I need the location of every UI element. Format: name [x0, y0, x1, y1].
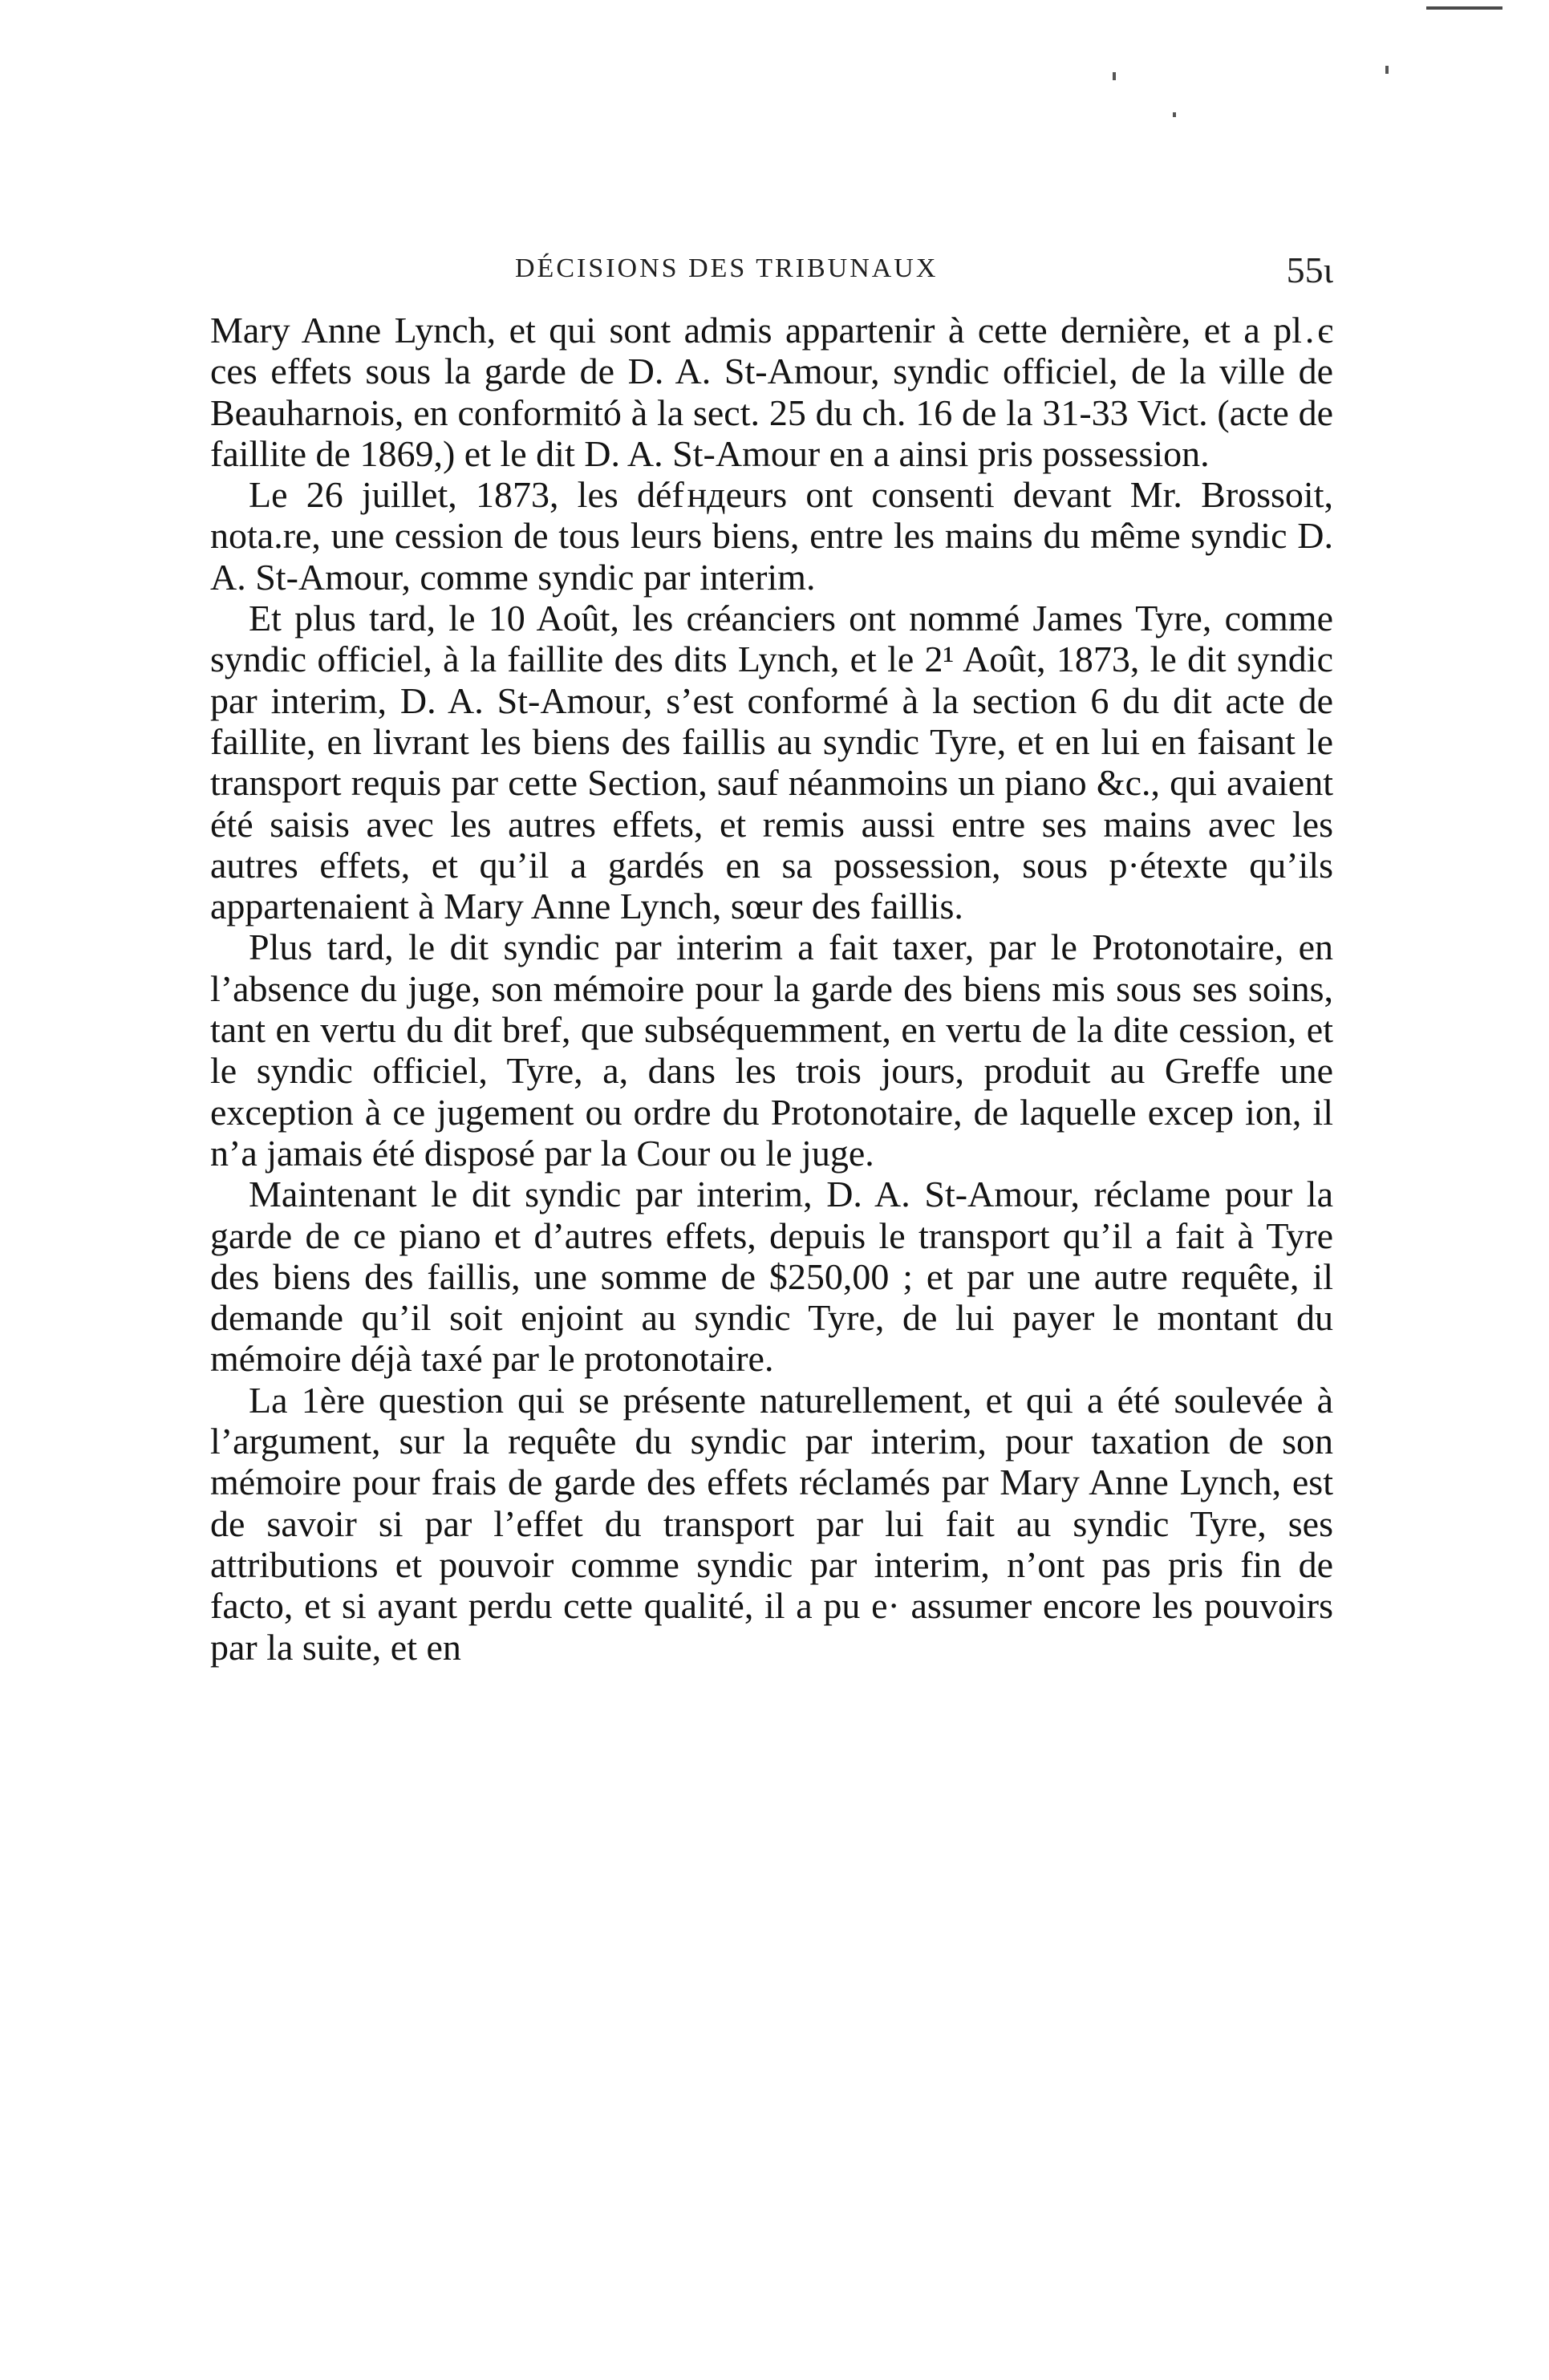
scan-speck: [1173, 112, 1176, 117]
page-number: 55ɩ: [1286, 249, 1333, 290]
scan-speck: [1113, 72, 1116, 80]
paragraph: Et plus tard, le 10 Août, les créanciers ont nommé James Tyre, comme syndic officiel, à la faillite des dits Lynch, et le 2¹ Août, 1873, le dit syndic par interim, D. A. St-Amour, s’est conformé à la section 6 du dit acte de faillite, en livrant les biens des faillis au syndic Tyre, et en lui en faisant le transport requis par cette Section, sauf néanmoins un piano &c., qui avaient été saisis avec les autres effets, et remis aussi entre ses mains avec les autres effets, et qu’il a gardés en sa possession, sous p·étexte qu’ils appartenaient à Mary Anne Lynch, sœur des faillis.: [210, 598, 1333, 927]
paragraph: Plus tard, le dit syndic par interim a fait taxer, par le Protonotaire, en l’absence du juge, son mémoire pour la garde des biens mis sous ses soins, tant en vertu du dit bref, que subséquemment, en vertu de la dite cession, et le syndic officiel, Tyre, a, dans les trois jours, produit au Greffe une exception à ce jugement ou ordre du Protonotaire, de laquelle excep ion, il n’a jamais été disposé par la Cour ou le juge.: [210, 926, 1333, 1174]
body-text: [210, 310, 1333, 1668]
scan-speck: [1385, 66, 1389, 74]
paragraph: Mary Anne Lynch, et qui sont admis appartenir à cette dernière, et a pl . є ces effets sous la garde de D. A. St-Amour, syndic officiel, de la ville de Beauharnois, en conformitó à la sect. 25 du ch. 16 de la 31-33 Vict. (acte de faillite de 1869,) et le dit D. A. St-Amour en a ainsi pris possession.: [210, 310, 1333, 474]
paragraph: Maintenant le dit syndic par interim, D. A. St-Amour, réclame pour la garde de ce piano et d’autres effets, depuis le transport qu’il a fait à Tyre des biens des faillis, une somme de $250,00 ; et par une autre requête, il demande qu’il soit enjoint au syndic Tyre, de lui payer le montant du mémoire déjà taxé par le protonotaire.: [210, 1174, 1333, 1380]
scan-artifacts: [0, 0, 1549, 112]
paragraph: Le 26 juillet, 1873, les déf ндeurs ont consenti devant Mr. Brossoit, nota.re, une cession de tous leurs biens, entre les mains du même syndic D. A. St-Amour, comme syndic par interim.: [210, 474, 1333, 598]
scan-smudge: [1426, 6, 1502, 10]
paragraph: La 1ère question qui se présente naturellement, et qui a été soulevée à l’argument, sur la requête du syndic par interim, pour taxation de son mémoire pour frais de garde des effets réclamés par Mary Anne Lynch, est de savoir si par l’effet du transport par lui fait au syndic Tyre, ses attributions et pouvoir comme syndic par interim, n’ont pas pris fin de facto, et si ayant perdu cette qualité, il a pu e· assumer encore les pouvoirs par la suite, et en: [210, 1379, 1333, 1668]
page-header: [210, 249, 1333, 302]
running-head: DÉCISIONS DES TRIBUNAUX: [515, 253, 939, 283]
